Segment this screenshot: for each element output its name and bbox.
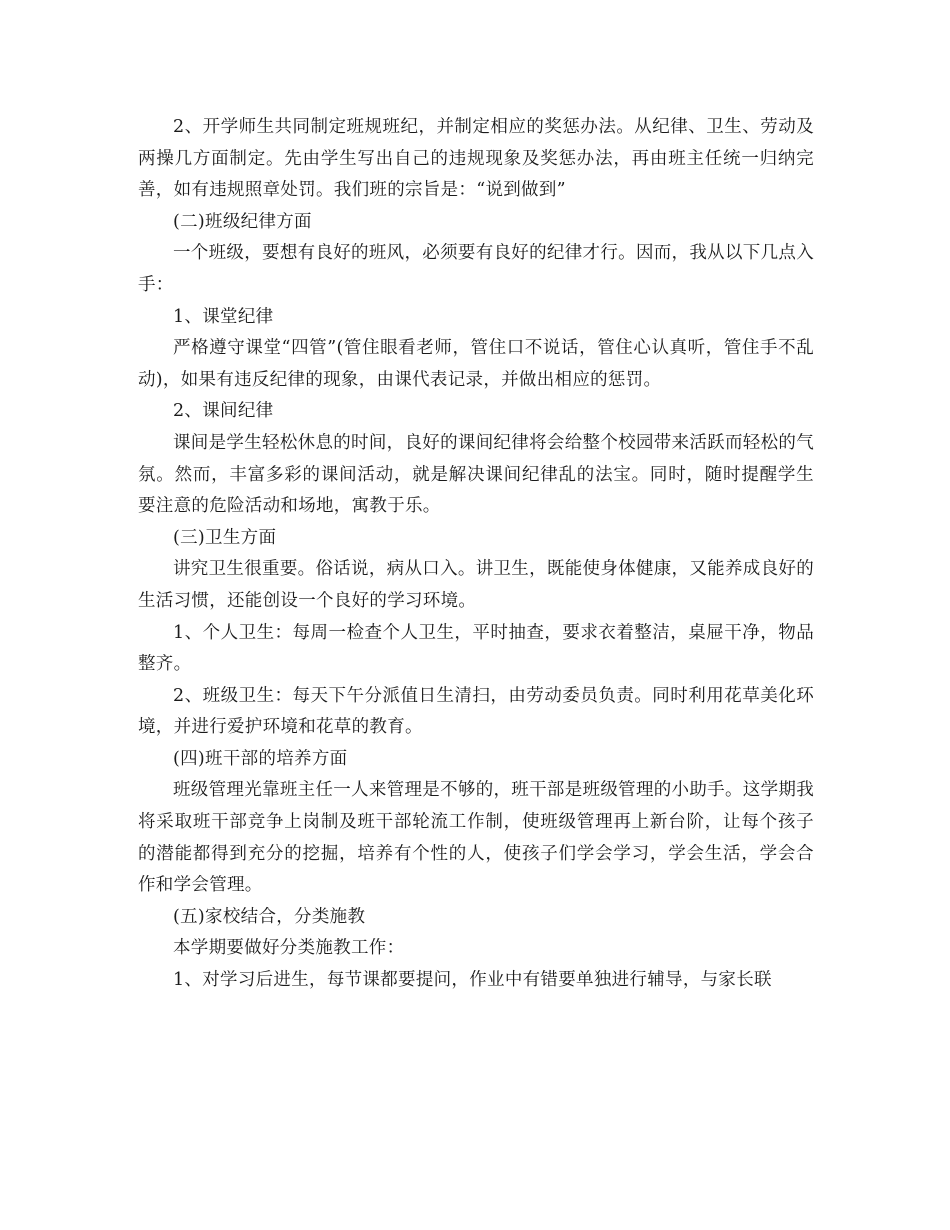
paragraph-classroom-discipline: 严格遵守课堂“四管”(管住眼看老师，管住口不说话，管住心认真听，管住手不乱动)，如果有违反纪律的现象，由课代表记录，并做出相应的惩罚。: [138, 338, 814, 390]
subheading-break-discipline: 2、课间纪律: [173, 401, 274, 422]
paragraph-hygiene-intro: 讲究卫生很重要。俗话说，病从口入。讲卫生，既能使身体健康，又能养成良好的生活习惯，还能创设一个良好的学习环境。: [138, 559, 814, 611]
document-page: [138, 112, 814, 997]
paragraph-underachievers: 1、对学习后进生，每节课都要提问，作业中有错要单独进行辅导，与家长联: [173, 970, 772, 991]
section-heading-discipline: (二)班级纪律方面: [173, 211, 312, 232]
paragraph-class-cadres: 班级管理光靠班主任一人来管理是不够的，班干部是班级管理的小助手。这学期我将采取班干部竞争上岗制及班干部轮流工作制，使班级管理再上新台阶，让每个孩子的潜能都得到充分的挖掘，培养有个性的人，使孩子们学会学习，学会生活，学会合作和学会管理。: [138, 780, 814, 896]
paragraph-class-rules: 2、开学师生共同制定班规班纪，并制定相应的奖惩办法。从纪律、卫生、劳动及两操几方面制定。先由学生写出自己的违规现象及奖惩办法，再由班主任统一归纳完善，如有违规照章处罚。我们班的宗旨是：“说到做到”: [138, 117, 814, 201]
paragraph-break-discipline: 课间是学生轻松休息的时间，良好的课间纪律将会给整个校园带来活跃而轻松的气氛。然而，丰富多彩的课间活动，就是解决课间纪律乱的法宝。同时，随时提醒学生要注意的危险活动和场地，寓教于乐。: [138, 432, 814, 517]
section-heading-class-cadres: (四)班干部的培养方面: [173, 748, 348, 769]
section-heading-hygiene: (三)卫生方面: [173, 527, 277, 548]
section-heading-home-school: (五)家校结合，分类施教: [173, 906, 366, 927]
subheading-classroom-discipline: 1、课堂纪律: [173, 306, 274, 327]
paragraph-personal-hygiene: 1、个人卫生：每周一检查个人卫生，平时抽查，要求衣着整洁，桌屉干净，物品整齐。: [138, 622, 814, 675]
paragraph-class-hygiene: 2、班级卫生：每天下午分派值日生清扫，由劳动委员负责。同时利用花草美化环境，并进行爱护环境和花草的教育。: [138, 685, 814, 738]
paragraph-discipline-intro: 一个班级，要想有良好的班风，必须要有良好的纪律才行。因而，我从以下几点入手：: [138, 243, 814, 295]
paragraph-home-school-intro: 本学期要做好分类施教工作：: [173, 938, 405, 959]
